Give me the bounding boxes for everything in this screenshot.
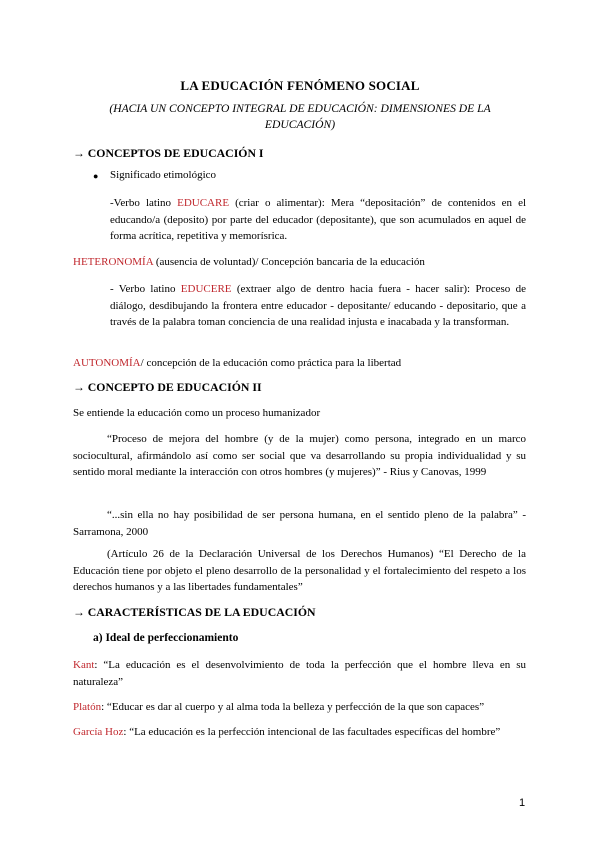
section-heading-conceptos-2: → CONCEPTO DE EDUCACIÓN II [73,380,262,394]
document-title: LA EDUCACIÓN FENÓMENO SOCIAL [180,78,420,93]
quote-sarramona: “...sin ella no hay posibilidad de ser persona humana, en el sentido pleno de la palabra” - Sarramona, 2000 [73,509,526,538]
author-platon: Platón [73,701,102,713]
subheading-ideal-perfeccionamiento: a) Ideal de perfeccionamiento [93,632,239,644]
term-educere: EDUCERE [180,283,232,295]
author-kant: Kant [73,659,95,671]
bullet-etimologico: Significado etimológico [110,169,217,181]
quote-declaracion-ddhh: (Artículo 26 de la Declaración Universal de los Derechos Humanos) “El Derecho de la Educación tiene por objeto el pleno desarrollo de la personalidad y el fortalecimiento del respeto a los derechos humanos y a las libertades fundamentales” [73,548,526,593]
term-heteronomia: HETERONOMÍA [73,256,154,268]
term-educare: EDUCARE [177,197,230,209]
paragraph-autonomia: AUTONOMÍA/ concepción de la educación como práctica para la libertad [73,357,402,369]
paragraph-educare: -Verbo latino EDUCARE (criar o alimentar): Mera “depositación” de contenidos en el educando/a (deposito) por parte del educador (depositante), que son acumulados en aquel de forma acrítica, repetitiva y memorísrica. [110,197,527,242]
document-subtitle: (HACIA UN CONCEPTO INTEGRAL DE EDUCACIÓN: DIMENSIONES DE LA EDUCACIÓN) [109,102,491,131]
quote-rius-canovas: “Proceso de mejora del hombre (y de la mujer) como persona, integrado en un marco sociocultural, afirmándolo así como ser social que va desarrollando su propia individualidad y su sentido moral mediante la interacción con otros hombres (y mujeres)” - Rius y Canovas, 1999 [73,433,526,478]
section-heading-conceptos-1: → CONCEPTOS DE EDUCACIÓN I [73,146,264,160]
section-heading-caracteristicas: → CARACTERÍSTICAS DE LA EDUCACIÓN [73,605,316,619]
paragraph-intro-humanizador: Se entiende la educación como un proceso humanizador [73,407,321,419]
term-autonomia: AUTONOMÍA [73,357,141,369]
quote-kant: Kant: “La educación es el desenvolvimiento de toda la perfección que el hombre lleva en su naturaleza” [73,659,526,688]
quote-platon: Platón: “Educar es dar al cuerpo y al alma toda la belleza y perfección de la que son capaces” [73,701,485,713]
bullet-dot-icon: ● [93,171,99,181]
page-number: 1 [519,797,526,809]
quote-garcia-hoz: García Hoz: “La educación es la perfección intencional de las facultades específicas del hombre” [73,726,501,738]
author-garcia-hoz: García Hoz [73,726,124,738]
paragraph-heteronomia: HETERONOMÍA (ausencia de voluntad)/ Concepción bancaria de la educación [73,256,425,268]
paragraph-educere: - Verbo latino EDUCERE (extraer algo de dentro hacia fuera - hacer salir): Proceso de diálogo, desdibujando la frontera entre educador - depositante/ educando - depositario, que a través de la palabra toman conciencia de una realidad injusta e inacabada y la transforman. [110,283,526,328]
